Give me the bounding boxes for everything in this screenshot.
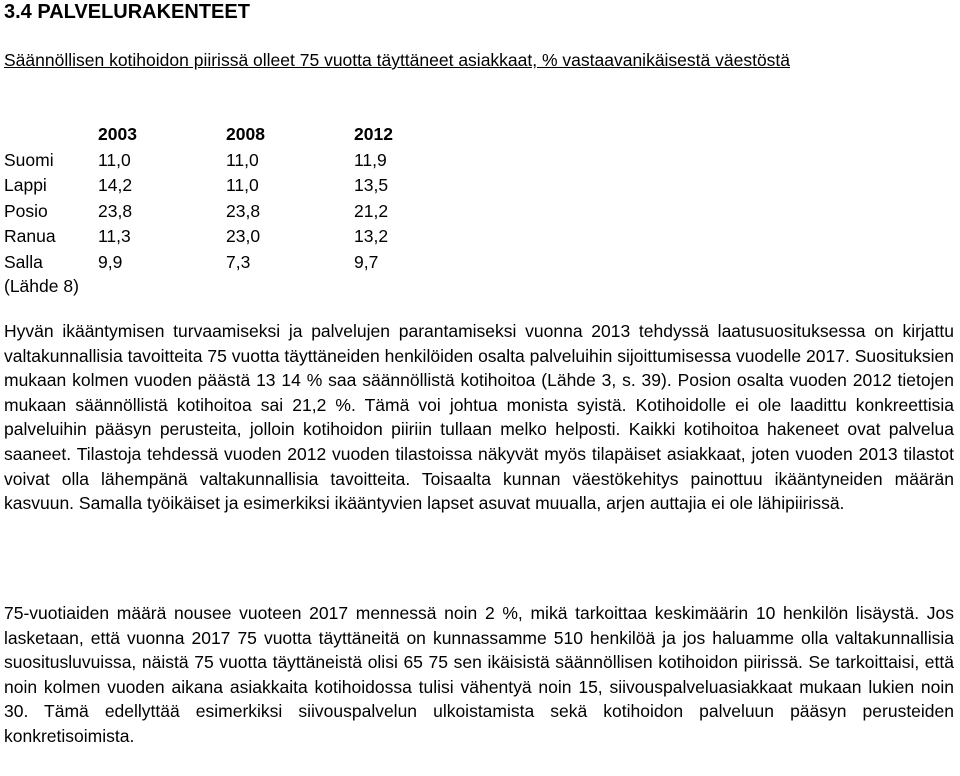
table-cell: 7,3 xyxy=(226,251,251,272)
table-header-row xyxy=(4,122,434,148)
table-cell: 9,7 xyxy=(354,251,379,272)
section-heading: 3.4 PALVELURAKENTEET xyxy=(4,1,250,23)
table-row xyxy=(4,224,434,250)
table-row xyxy=(4,148,434,174)
table-cell: 11,0 xyxy=(226,175,259,196)
table-title: Säännöllisen kotihoidon piirissä olleet 75 vuotta täyttäneet asiakkaat, % vastaavanikäisestä väestöstä xyxy=(4,50,791,70)
table-cell: 11,0 xyxy=(98,149,131,170)
row-label: Posio xyxy=(4,200,48,221)
table-row xyxy=(4,173,434,199)
table-cell: 21,2 xyxy=(354,200,389,221)
body-paragraph: 75-vuotiaiden määrä nousee vuoteen 2017 mennessä noin 2 %, mikä tarkoittaa keskimäärin 10 henkilön lisäystä. Jos lasketaan, että vuonna 2017 75 vuotta täyttäneitä on kunnassamme 510 henkilöä ja jos haluamme olla valtakunnallisia suositusluvuissa, näistä 75 vuotta täyttäneistä olisi 65 75 sen ikäisistä säännöllisen kotihoidon piirissä. Se tarkoittaisi, että noin kolmen vuoden aikana asiakkaita kotihoidossa tulisi vähentyä noin 15, siivouspalveluasiakkaat mukaan lukien noin 30. Tämä edellyttää esimerkiksi siivouspalvelun ulkoistamista sekä kotihoidon palveluun pääsyn perusteiden konkretisoimista. xyxy=(4,603,954,746)
table-header-corner xyxy=(4,122,98,148)
table-row xyxy=(4,199,434,225)
table-cell: 11,0 xyxy=(226,149,259,170)
row-label: Suomi xyxy=(4,149,54,170)
body-paragraph: Hyvän ikääntymisen turvaamiseksi ja palvelujen parantamiseksi vuonna 2013 tehdyssä laatusuosituksessa on kirjattu valtakunnallisia tavoitteita 75 vuotta täyttäneiden henkilöiden osalta palveluihin sijoittumisessa vuodelle 2017. Suosituksien mukaan kolmen vuoden päästä 13 14 % saa säännöllistä kotihoitoa (Lähde 3, s. 39). Posion osalta vuoden 2012 tietojen mukaan säännöllistä kotihoitoa sai 21,2 %. Tämä voi johtua monista syistä. Kotihoidolle ei ole laadittu konkreettisia palveluihin pääsyn perusteita, jolloin kotihoidon piiriin tullaan melko helposti. Kaikki kotihoitoa hakeneet ovat palvelua saaneet. Tilastoja tehdessä vuoden 2012 vuoden tilastoissa näkyvät myös tilapäiset asiakkaat, joten vuoden 2013 tilastot voivat olla lähempänä valtakunnallisia tavoitteita. Toisaalta kunnan väestökehitys painottuu ikääntyneiden määrän kasvuun. Samalla työikäiset ja esimerkiksi ikääntyvien lapset asuvat muualla, arjen auttajia ei ole lähipiirissä. xyxy=(4,321,954,514)
table-cell: 13,2 xyxy=(354,226,389,247)
table-cell: 14,2 xyxy=(98,175,133,196)
table-row xyxy=(4,250,434,276)
table-cell: 23,8 xyxy=(226,200,261,221)
table-header-year: 2012 xyxy=(354,124,393,144)
table-cell: 23,0 xyxy=(226,226,261,247)
row-label: Lappi xyxy=(4,175,47,196)
table-cell: 11,9 xyxy=(354,149,387,170)
row-label: Salla xyxy=(4,251,43,272)
table-header-year: 2003 xyxy=(98,124,137,144)
table-cell: 23,8 xyxy=(98,200,133,221)
table-cell: 9,9 xyxy=(98,251,123,272)
table-cell: 11,3 xyxy=(98,226,131,247)
table-source: (Lähde 8) xyxy=(4,276,79,296)
statistics-table xyxy=(4,122,434,276)
table-header-year: 2008 xyxy=(226,124,265,144)
row-label: Ranua xyxy=(4,226,56,247)
table-cell: 13,5 xyxy=(354,175,389,196)
